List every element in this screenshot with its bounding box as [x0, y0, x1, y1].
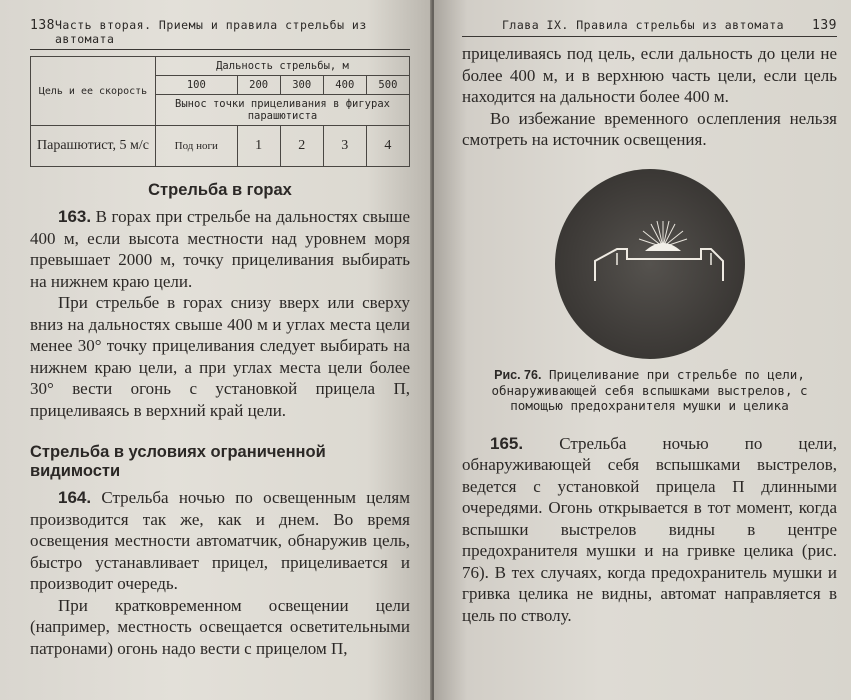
- table-range-cell: 400: [323, 76, 366, 95]
- page-number-left: 138: [30, 18, 55, 33]
- paragraph-164: [30, 487, 410, 595]
- table-range-cell: 500: [366, 76, 409, 95]
- running-head-right: [462, 18, 837, 37]
- paragraph-number: 164.: [58, 488, 92, 507]
- running-title-right: Глава IX. Правила стрельбы из автомата: [502, 18, 785, 32]
- table-range-header: Дальность стрельбы, м: [156, 57, 410, 76]
- caption-text: Прицеливание при стрельбе по цели, обнаруживающей себя вспышками выстрелов, с помощью предохранителя мушки и целика: [491, 366, 808, 413]
- paragraph-163: [30, 206, 410, 292]
- running-head-left: [30, 18, 410, 50]
- figure-76-image: [555, 169, 745, 359]
- paragraph-number: 163.: [58, 207, 92, 226]
- table-row-label: Парашютист, 5 м/с: [31, 126, 156, 167]
- table-range-cell: 200: [237, 76, 280, 95]
- caption-label: Рис. 76.: [494, 367, 542, 382]
- aim-offset-table: [30, 56, 410, 167]
- table-value-cell: 3: [323, 126, 366, 167]
- running-title-left: Часть вторая. Приемы и правила стрельбы из автомата: [54, 18, 367, 46]
- paragraph-text: Стрельба ночью по освещенным целям производится так же, как и днем. Во время освещения местности автоматчик, обнаружив цель, быстро устанавливает прицел, прицеливается и производит очередь.: [30, 488, 410, 593]
- table-row-header: Цель и ее скорость: [31, 57, 156, 126]
- paragraph-164b: При кратковременном освещении цели (например, местность освещается осветительными патронами) огонь надо вести с прицелом П,: [30, 595, 410, 658]
- right-page: [434, 0, 851, 700]
- table-aim-header: Вынос точки прицеливания в фигурах парашютиста: [156, 95, 410, 126]
- table-range-cell: 300: [280, 76, 323, 95]
- paragraph-163b: При стрельбе в горах снизу вверх или сверху вниз на дальностях свыше 400 м и углах места цели менее 30° точку прицеливания следует выбирать на нижнем краю цели, а при углах места цели более 30° вести огонь с установкой прицела П, прицеливаясь в верхний край цели.: [30, 293, 410, 420]
- flash-sight-illustration: [555, 169, 745, 359]
- paragraph-number: 165.: [490, 433, 524, 453]
- table-value-cell: 4: [366, 126, 409, 167]
- section-title-mountains: Стрельба в горах: [148, 181, 292, 199]
- paragraph-continued: прицеливаясь под цель, если дальность до цели не более 400 м, и в верхнюю часть цели, если цель находится на дальности более 400 м.: [462, 44, 837, 106]
- table-range-cell: 100: [156, 76, 238, 95]
- table-value-cell: 2: [280, 126, 323, 167]
- paragraph-165: [462, 433, 837, 627]
- paragraph-blinding: Во избежание временного ослепления нельзя смотреть на источник освещения.: [462, 108, 837, 149]
- page-number-right: 139: [812, 18, 837, 33]
- section-title-limited-visibility: Стрельба в условиях ограниченной видимости: [30, 443, 326, 480]
- figure-caption: [472, 367, 827, 413]
- paragraph-text: Стрельба ночью по цели, обнаруживающей себя вспышками выстрелов, ведется с установкой прицела П длинными очередями. Огонь открывается в тот момент, когда вспышки выстрелов видны в центре предохранителя мушки и на гривке целика (рис. 76). В тех случаях, когда предохранитель мушки и гривка целика не видны, автомат направляется в цель по стволу.: [462, 433, 837, 625]
- paragraph-text: В горах при стрельбе на дальностях свыше 400 м, если высота местности над уровнем моря превышает 2000 м, точку прицеливания выбирать на нижнем краю цели.: [30, 207, 410, 291]
- table-value-cell: 1: [237, 126, 280, 167]
- table-value-cell: Под ноги: [156, 126, 238, 167]
